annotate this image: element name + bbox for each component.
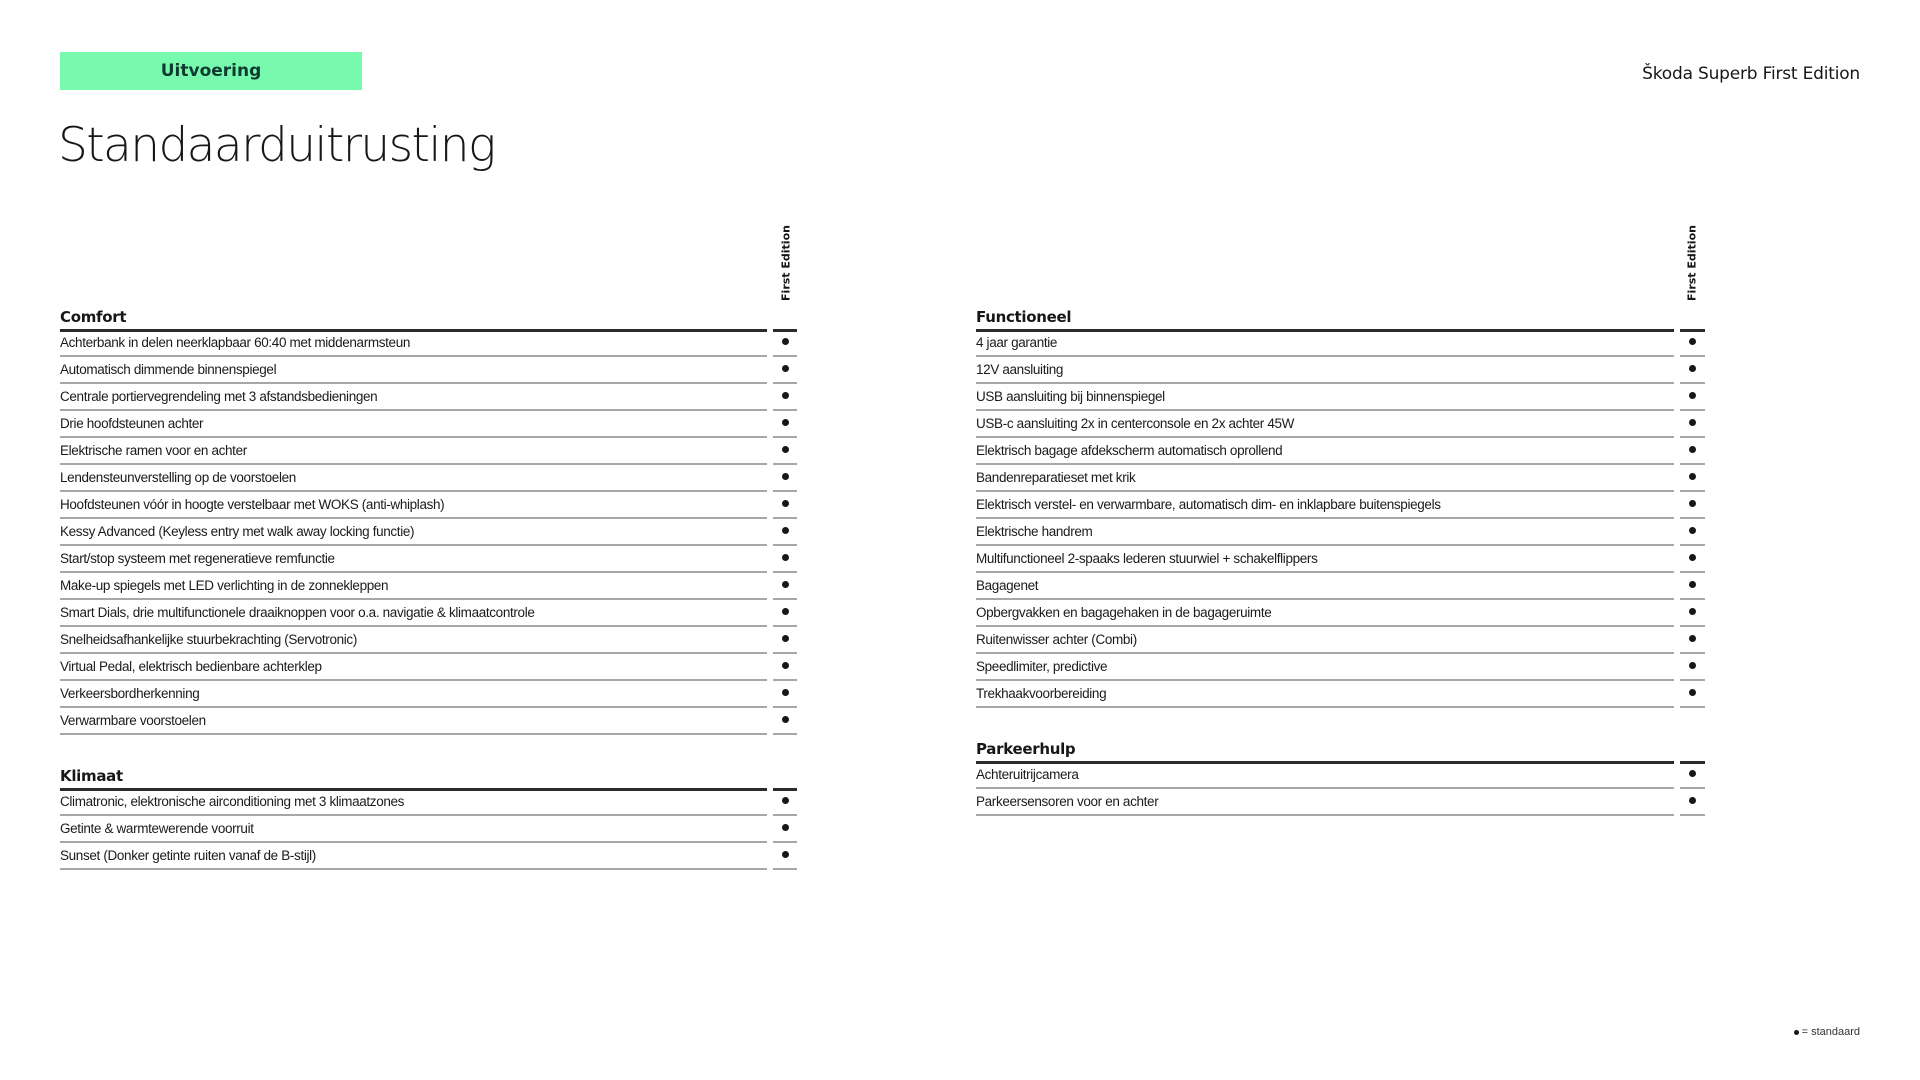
feature-label: Centrale portiervegrendeling met 3 afstandsbedieningen (60, 389, 378, 404)
table-row (0, 654, 1705, 681)
row-divider (976, 706, 1674, 708)
standard-bullet-icon (1689, 797, 1696, 804)
standard-bullet-icon (1689, 338, 1696, 345)
standard-bullet-icon (1689, 392, 1696, 399)
section-title: Klimaat (60, 767, 123, 785)
feature-label: Verkeersbordherkenning (60, 686, 200, 701)
standard-bullet-icon (1689, 770, 1696, 777)
table-row (0, 627, 1705, 654)
table-row (0, 546, 1705, 573)
standard-bullet-icon (1689, 662, 1696, 669)
table-row (0, 411, 1705, 438)
column-label-first-edition (1683, 225, 1701, 301)
section-title: Parkeerhulp (976, 740, 1076, 758)
table-row (0, 681, 1705, 708)
feature-label: Bagagenet (976, 578, 1039, 593)
feature-label: Elektrische ramen voor en achter (60, 443, 247, 458)
standard-bullet-icon (782, 851, 789, 858)
feature-label: Hoofdsteunen vóór in hoogte verstelbaar met WOKS (anti-whiplash) (60, 497, 445, 512)
feature-label: Parkeersensoren voor en achter (976, 794, 1159, 809)
standard-bullet-icon (1689, 581, 1696, 588)
table-row (0, 843, 797, 870)
feature-label: Elektrisch verstel- en verwarmbare, automatisch dim- en inklapbare buitenspiegels (976, 497, 1441, 512)
standard-bullet-icon (782, 824, 789, 831)
column-label-first-edition (777, 225, 795, 301)
feature-label: Automatisch dimmende binnenspiegel (60, 362, 277, 377)
table-row (0, 762, 1705, 789)
feature-label: Getinte & warmtewerende voorruit (60, 821, 254, 836)
standard-bullet-icon (1689, 689, 1696, 696)
row-divider-mark (773, 733, 797, 735)
legend (1794, 1026, 1860, 1038)
table-row (0, 330, 1705, 357)
standard-bullet-icon (1794, 1030, 1799, 1035)
column-label-text: First Edition (779, 225, 793, 301)
table-row (0, 357, 1705, 384)
feature-label: Achterbank in delen neerklapbaar 60:40 met middenarmsteun (60, 335, 411, 350)
feature-label: Lendensteunverstelling op de voorstoelen (60, 470, 296, 485)
table-row (0, 492, 1705, 519)
table-row (0, 519, 1705, 546)
feature-label: Verwarmbare voorstoelen (60, 713, 206, 728)
brand-title: Škoda Superb First Edition (1642, 64, 1860, 84)
column-label-text: First Edition (1685, 225, 1699, 301)
feature-label: Ruitenwisser achter (Combi) (976, 632, 1137, 647)
feature-label: Drie hoofdsteunen achter (60, 416, 204, 431)
feature-label: Smart Dials, drie multifunctionele draaiknoppen voor o.a. navigatie & klimaatcontrole (60, 605, 535, 620)
feature-label: 4 jaar garantie (976, 335, 1058, 350)
standard-bullet-icon (1689, 446, 1696, 453)
feature-label: Virtual Pedal, elektrisch bedienbare achterklep (60, 659, 322, 674)
feature-label: Elektrisch bagage afdekscherm automatisch oprollend (976, 443, 1283, 458)
feature-label: USB aansluiting bij binnenspiegel (976, 389, 1165, 404)
standard-bullet-icon (782, 716, 789, 723)
row-divider (976, 814, 1674, 816)
feature-label: Kessy Advanced (Keyless entry met walk away locking functie) (60, 524, 415, 539)
feature-label: USB-c aansluiting 2x in centerconsole en 2x achter 45W (976, 416, 1295, 431)
feature-label: Speedlimiter, predictive (976, 659, 1108, 674)
section-title: Functioneel (976, 308, 1072, 326)
standard-bullet-icon (1689, 473, 1696, 480)
feature-label: Climatronic, elektronische airconditioning met 3 klimaatzones (60, 794, 405, 809)
standard-bullet-icon (1689, 419, 1696, 426)
section-title: Comfort (60, 308, 127, 326)
section-badge (60, 52, 362, 90)
row-divider-mark (1680, 706, 1705, 708)
table-row (0, 438, 1705, 465)
standard-bullet-icon (1689, 554, 1696, 561)
standard-bullet-icon (1689, 608, 1696, 615)
row-divider-mark (773, 868, 797, 870)
table-row (0, 708, 797, 735)
feature-label: Bandenreparatieset met krik (976, 470, 1136, 485)
page-title: Standaarduitrusting (58, 118, 495, 173)
table-row (0, 816, 797, 843)
table-row (0, 573, 1705, 600)
row-divider (60, 868, 767, 870)
feature-label: Snelheidsafhankelijke stuurbekrachting (Servotronic) (60, 632, 357, 647)
row-divider-mark (1680, 814, 1705, 816)
feature-label: 12V aansluiting (976, 362, 1064, 377)
table-row (0, 600, 1705, 627)
table-row (0, 465, 1705, 492)
feature-label: Make-up spiegels met LED verlichting in de zonnekleppen (60, 578, 389, 593)
row-divider (60, 733, 767, 735)
feature-label: Start/stop systeem met regeneratieve remfunctie (60, 551, 335, 566)
feature-label: Trekhaakvoorbereiding (976, 686, 1107, 701)
standard-bullet-icon (1689, 365, 1696, 372)
standard-bullet-icon (1689, 527, 1696, 534)
table-row (0, 789, 1705, 816)
table-row (0, 384, 1705, 411)
standard-bullet-icon (1689, 635, 1696, 642)
feature-label: Sunset (Donker getinte ruiten vanaf de B-stijl) (60, 848, 316, 863)
feature-label: Opbergvakken en bagagehaken in de bagageruimte (976, 605, 1272, 620)
feature-label: Achteruitrijcamera (976, 767, 1079, 782)
feature-label: Elektrische handrem (976, 524, 1093, 539)
legend-text: = standaard (1801, 1026, 1860, 1038)
feature-label: Multifunctioneel 2-spaaks lederen stuurwiel + schakelflippers (976, 551, 1318, 566)
standard-bullet-icon (1689, 500, 1696, 507)
badge-label: Uitvoering (160, 61, 262, 81)
